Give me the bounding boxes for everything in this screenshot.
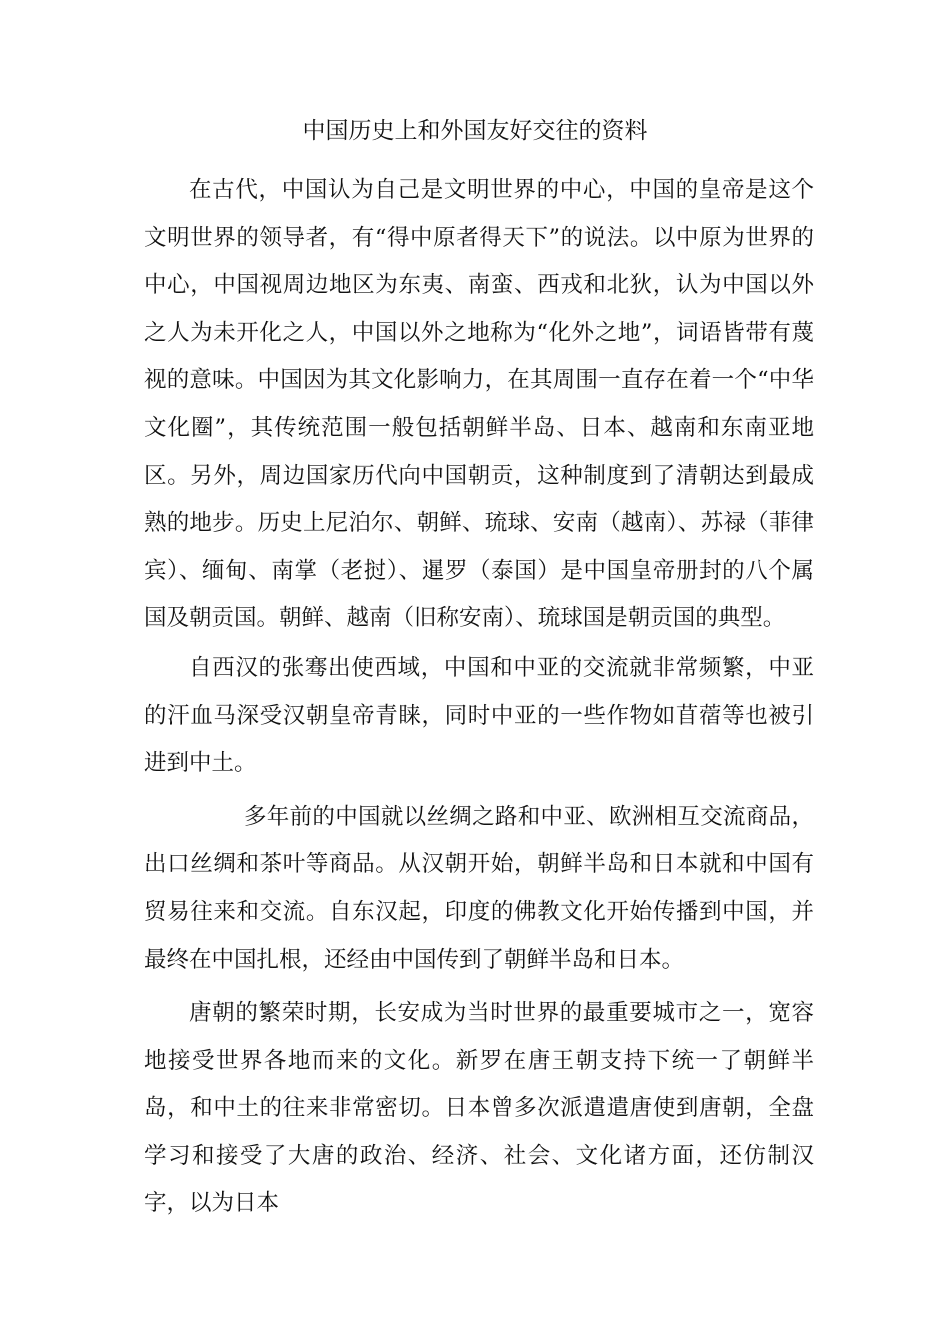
- document-body: [144, 167, 814, 1228]
- paragraph-tang-dynasty: 唐朝的繁荣时期，长安成为当时世界的最重要城市之一，宽容地接受世界各地而来的文化。新罗在唐王朝支持下统一了朝鲜半岛，和中土的往来非常密切。日本曾多次派遣遣唐使到唐朝，全盘学习和接受了大唐的政治、经济、社会、文化诸方面，还仿制汉字，以为日本: [144, 1000, 814, 1217]
- paragraph-western-han: 自西汉的张骞出使西域，中国和中亚的交流就非常频繁，中亚的汗血马深受汉朝皇帝青睐，同时中亚的一些作物如苜蓿等也被引进到中土。: [144, 654, 814, 777]
- paragraph-ancient-worldview: 在古代，中国认为自己是文明世界的中心，中国的皇帝是这个文明世界的领导者，有“得中原者得天下”的说法。以中原为世界的中心，中国视周边地区为东夷、南蛮、西戎和北狄，认为中国以外之人为未开化之人，中国以外之地称为“化外之地”，词语皆带有蔑视的意味。中国因为其文化影响力，在其周围一直存在着一个“中华文化圈”，其传统范围一般包括朝鲜半岛、日本、越南和东南亚地区。另外，周边国家历代向中国朝贡，这种制度到了清朝达到最成熟的地步。历史上尼泊尔、朝鲜、琉球、安南（越南）、苏禄（菲律宾）、缅甸、南掌（老挝）、暹罗（泰国）是中国皇帝册封的八个属国及朝贡国。朝鲜、越南（旧称安南）、琉球国是朝贡国的典型。: [144, 177, 814, 632]
- document-title: 中国历史上和外国友好交往的资料: [302, 118, 648, 144]
- paragraph-silk-road: 多年前的中国就以丝绸之路和中亚、欧洲相互交流商品，出口丝绸和茶叶等商品。从汉朝开始，朝鲜半岛和日本就和中国有贸易往来和交流。自东汉起，印度的佛教文化开始传播到中国，并最终在中国扎根，还经由中国传到了朝鲜半岛和日本。: [144, 803, 814, 973]
